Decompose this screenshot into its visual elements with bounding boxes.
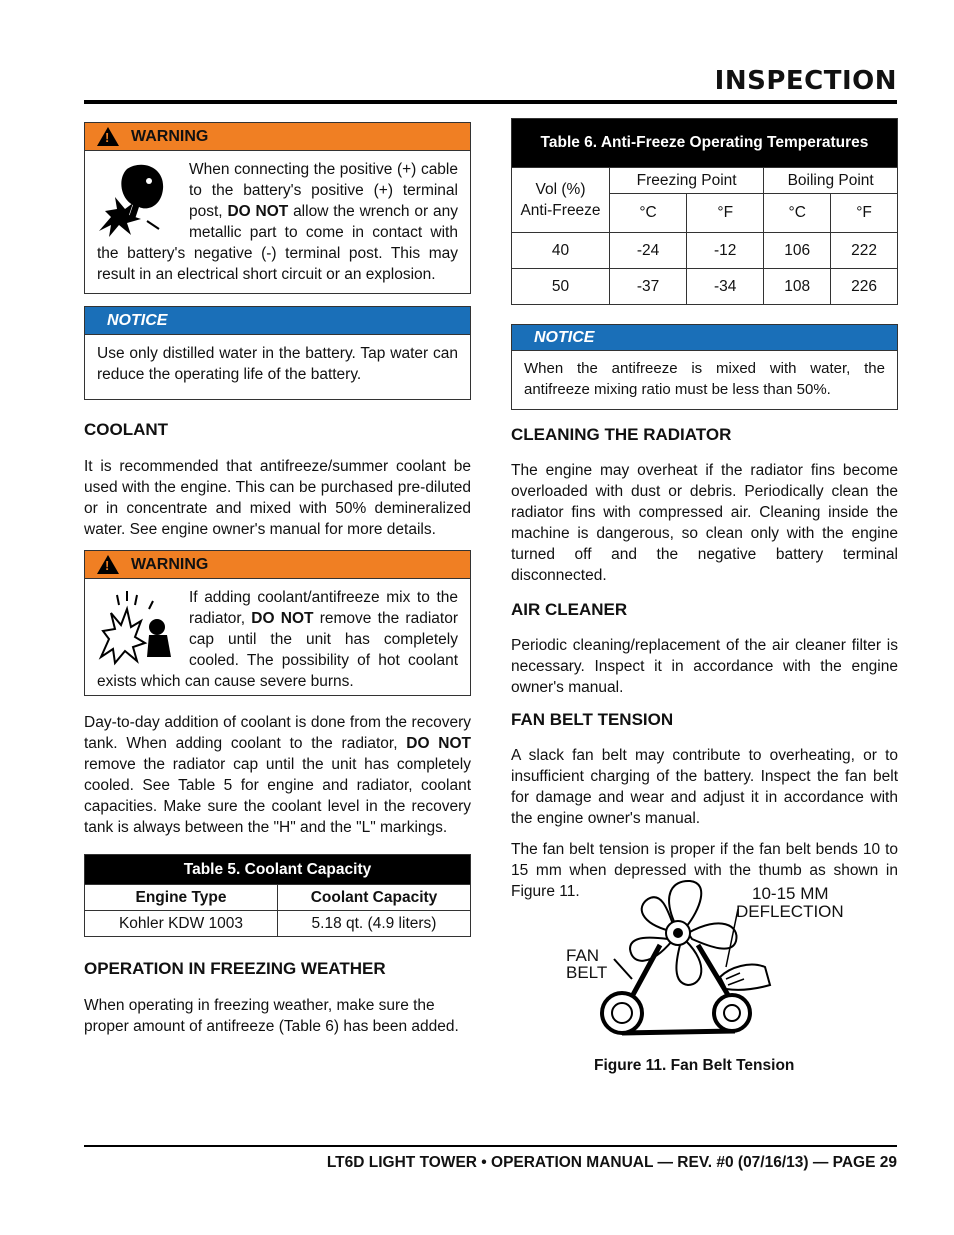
warning-text-bold: DO NOT [227,203,289,220]
fan-belt-heading: FAN BELT TENSION [511,710,674,729]
table6-boiling-header: Boiling Point [764,168,898,194]
table6-vol-line2: Anti-Freeze [520,202,601,219]
coolant-heading: COOLANT [84,420,169,439]
coolant-para-bold: DO NOT [406,735,471,752]
table-row [512,233,898,269]
table6-cell: 222 [831,233,898,269]
deflection-label-line2: DEFLECTION [736,902,844,921]
table6-cell: 50 [512,269,610,305]
coolant-para-post: remove the radiator cap until the unit has completely cooled. See Table 5 for engine and radiator, coolant capacities. Make sure the coolant level in the recovery tank is always between the "H" and the "L" markings. [84,756,471,836]
warning-header [85,551,470,579]
warning-box-coolant [84,550,471,696]
warning-text-pre: When connecting the positive (+) cable to the battery's positive (+) terminal post, [189,161,458,220]
notice-header: NOTICE [85,307,470,335]
battery-explosion-icon [97,159,179,239]
footer-rule [84,1145,897,1147]
fan-belt-text-2: The fan belt tension is proper if the fan belt bends 10 to 15 mm when depressed with the thumb as shown in Figure 11. [511,841,898,900]
deflection-label-line1: 10-15 MM [752,884,829,903]
table6-unit-c: °C [610,194,687,233]
radiator-heading: CLEANING THE RADIATOR [511,425,732,444]
warning-text-post: remove the radiator cap until the unit has completely cooled. The possibility of hot coolant exists which can cause severe burns. [97,610,458,690]
warning-triangle-icon [97,127,119,146]
radiator-text: The engine may overheat if the radiator fins become overloaded with dust or debris. Periodically clean the radiator fins with compressed air. Cleaning inside the machine is dangerous, so clean only with the engine turned off and the negative battery terminal disconnected. [511,462,898,584]
freezing-text: When operating in freezing weather, make sure the proper amount of antifreeze (Table 6) has been added. [84,997,459,1035]
table6-cell: -12 [687,233,764,269]
header-rule [84,100,897,104]
warning-text-post: allow the wrench or any metallic part to come in contact with the battery's negative (-) terminal post. This may result in an electrical short circuit or an explosion. [97,203,458,283]
warning-text-pre: If adding coolant/antifreeze mix to the radiator, [189,589,458,627]
table5-title: Table 5. Coolant Capacity [85,855,471,885]
notice-text: When the antifreeze is mixed with water, the antifreeze mixing ratio must be less than 50%. [524,360,885,398]
table6-cell: -34 [687,269,764,305]
table6-cell: 226 [831,269,898,305]
table6-unit-c: °C [764,194,831,233]
deflection-label [736,885,844,921]
table6-title: Table 6. Anti-Freeze Operating Temperatures [512,119,898,168]
table6-unit-f: °F [687,194,764,233]
table6-cell: -24 [610,233,687,269]
fan-belt-figure [560,875,860,1040]
belt-label: BELT [566,963,608,982]
freezing-heading: OPERATION IN FREEZING WEATHER [84,959,386,978]
table6-cell: 106 [764,233,831,269]
warning-triangle-icon [97,555,119,574]
table5-cell-capacity: 5.18 qt. (4.9 liters) [278,911,471,937]
table6-freezing-header: Freezing Point [610,168,764,194]
notice-box-water [84,306,471,400]
warning-body [85,151,470,293]
hot-coolant-burn-icon [97,587,179,667]
table6-vol-header [512,168,610,233]
notice-header: NOTICE [512,325,897,351]
left-column [84,122,471,1037]
fan-belt-text-1: A slack fan belt may contribute to overheating, or to insufficient charging of the battery. Inspect the fan belt for damage and wear and adjust it in accordance with the engine owner's manual. [511,747,898,827]
page-footer: LT6D LIGHT TOWER • OPERATION MANUAL — REV. #0 (07/16/13) — PAGE 29 [326,1154,897,1171]
table5-header-capacity: Coolant Capacity [278,885,471,911]
antifreeze-table [511,118,898,305]
warning-label: WARNING [131,555,209,573]
air-cleaner-text: Periodic cleaning/replacement of the air cleaner filter is necessary. Inspect it in accordance with the engine owner's manual. [511,637,898,696]
warning-text-bold: DO NOT [251,610,314,627]
table5-cell-engine: Kohler KDW 1003 [85,911,278,937]
coolant-paragraph [84,712,471,838]
table6-cell: -37 [610,269,687,305]
figure-caption: Figure 11. Fan Belt Tension [594,1057,795,1074]
fan-label: FAN [566,946,600,965]
warning-label: WARNING [131,127,209,145]
warning-body [85,579,470,700]
right-column [511,118,898,902]
warning-box-battery [84,122,471,294]
table6-unit-f: °F [831,194,898,233]
coolant-text: It is recommended that antifreeze/summer coolant be used with the engine. This can be purchased pre-diluted or in concentrate and mixed with 50% demineralized water. See engine owner's manual for more details. [84,458,471,538]
table6-vol-line1: Vol (%) [535,181,586,198]
table-row [512,269,898,305]
table5-header-engine: Engine Type [85,885,278,911]
table6-cell: 40 [512,233,610,269]
page-title: INSPECTION [714,66,897,96]
coolant-para-pre: Day-to-day addition of coolant is done from the recovery tank. When adding coolant to the radiator, [84,714,471,752]
air-cleaner-heading: AIR CLEANER [511,600,628,619]
table6-cell: 108 [764,269,831,305]
notice-box-antifreeze [511,324,898,410]
fan-belt-label [566,947,607,981]
warning-header [85,123,470,151]
coolant-capacity-table [84,854,471,937]
notice-text: Use only distilled water in the battery. Tap water can reduce the operating life of the battery. [97,345,458,383]
